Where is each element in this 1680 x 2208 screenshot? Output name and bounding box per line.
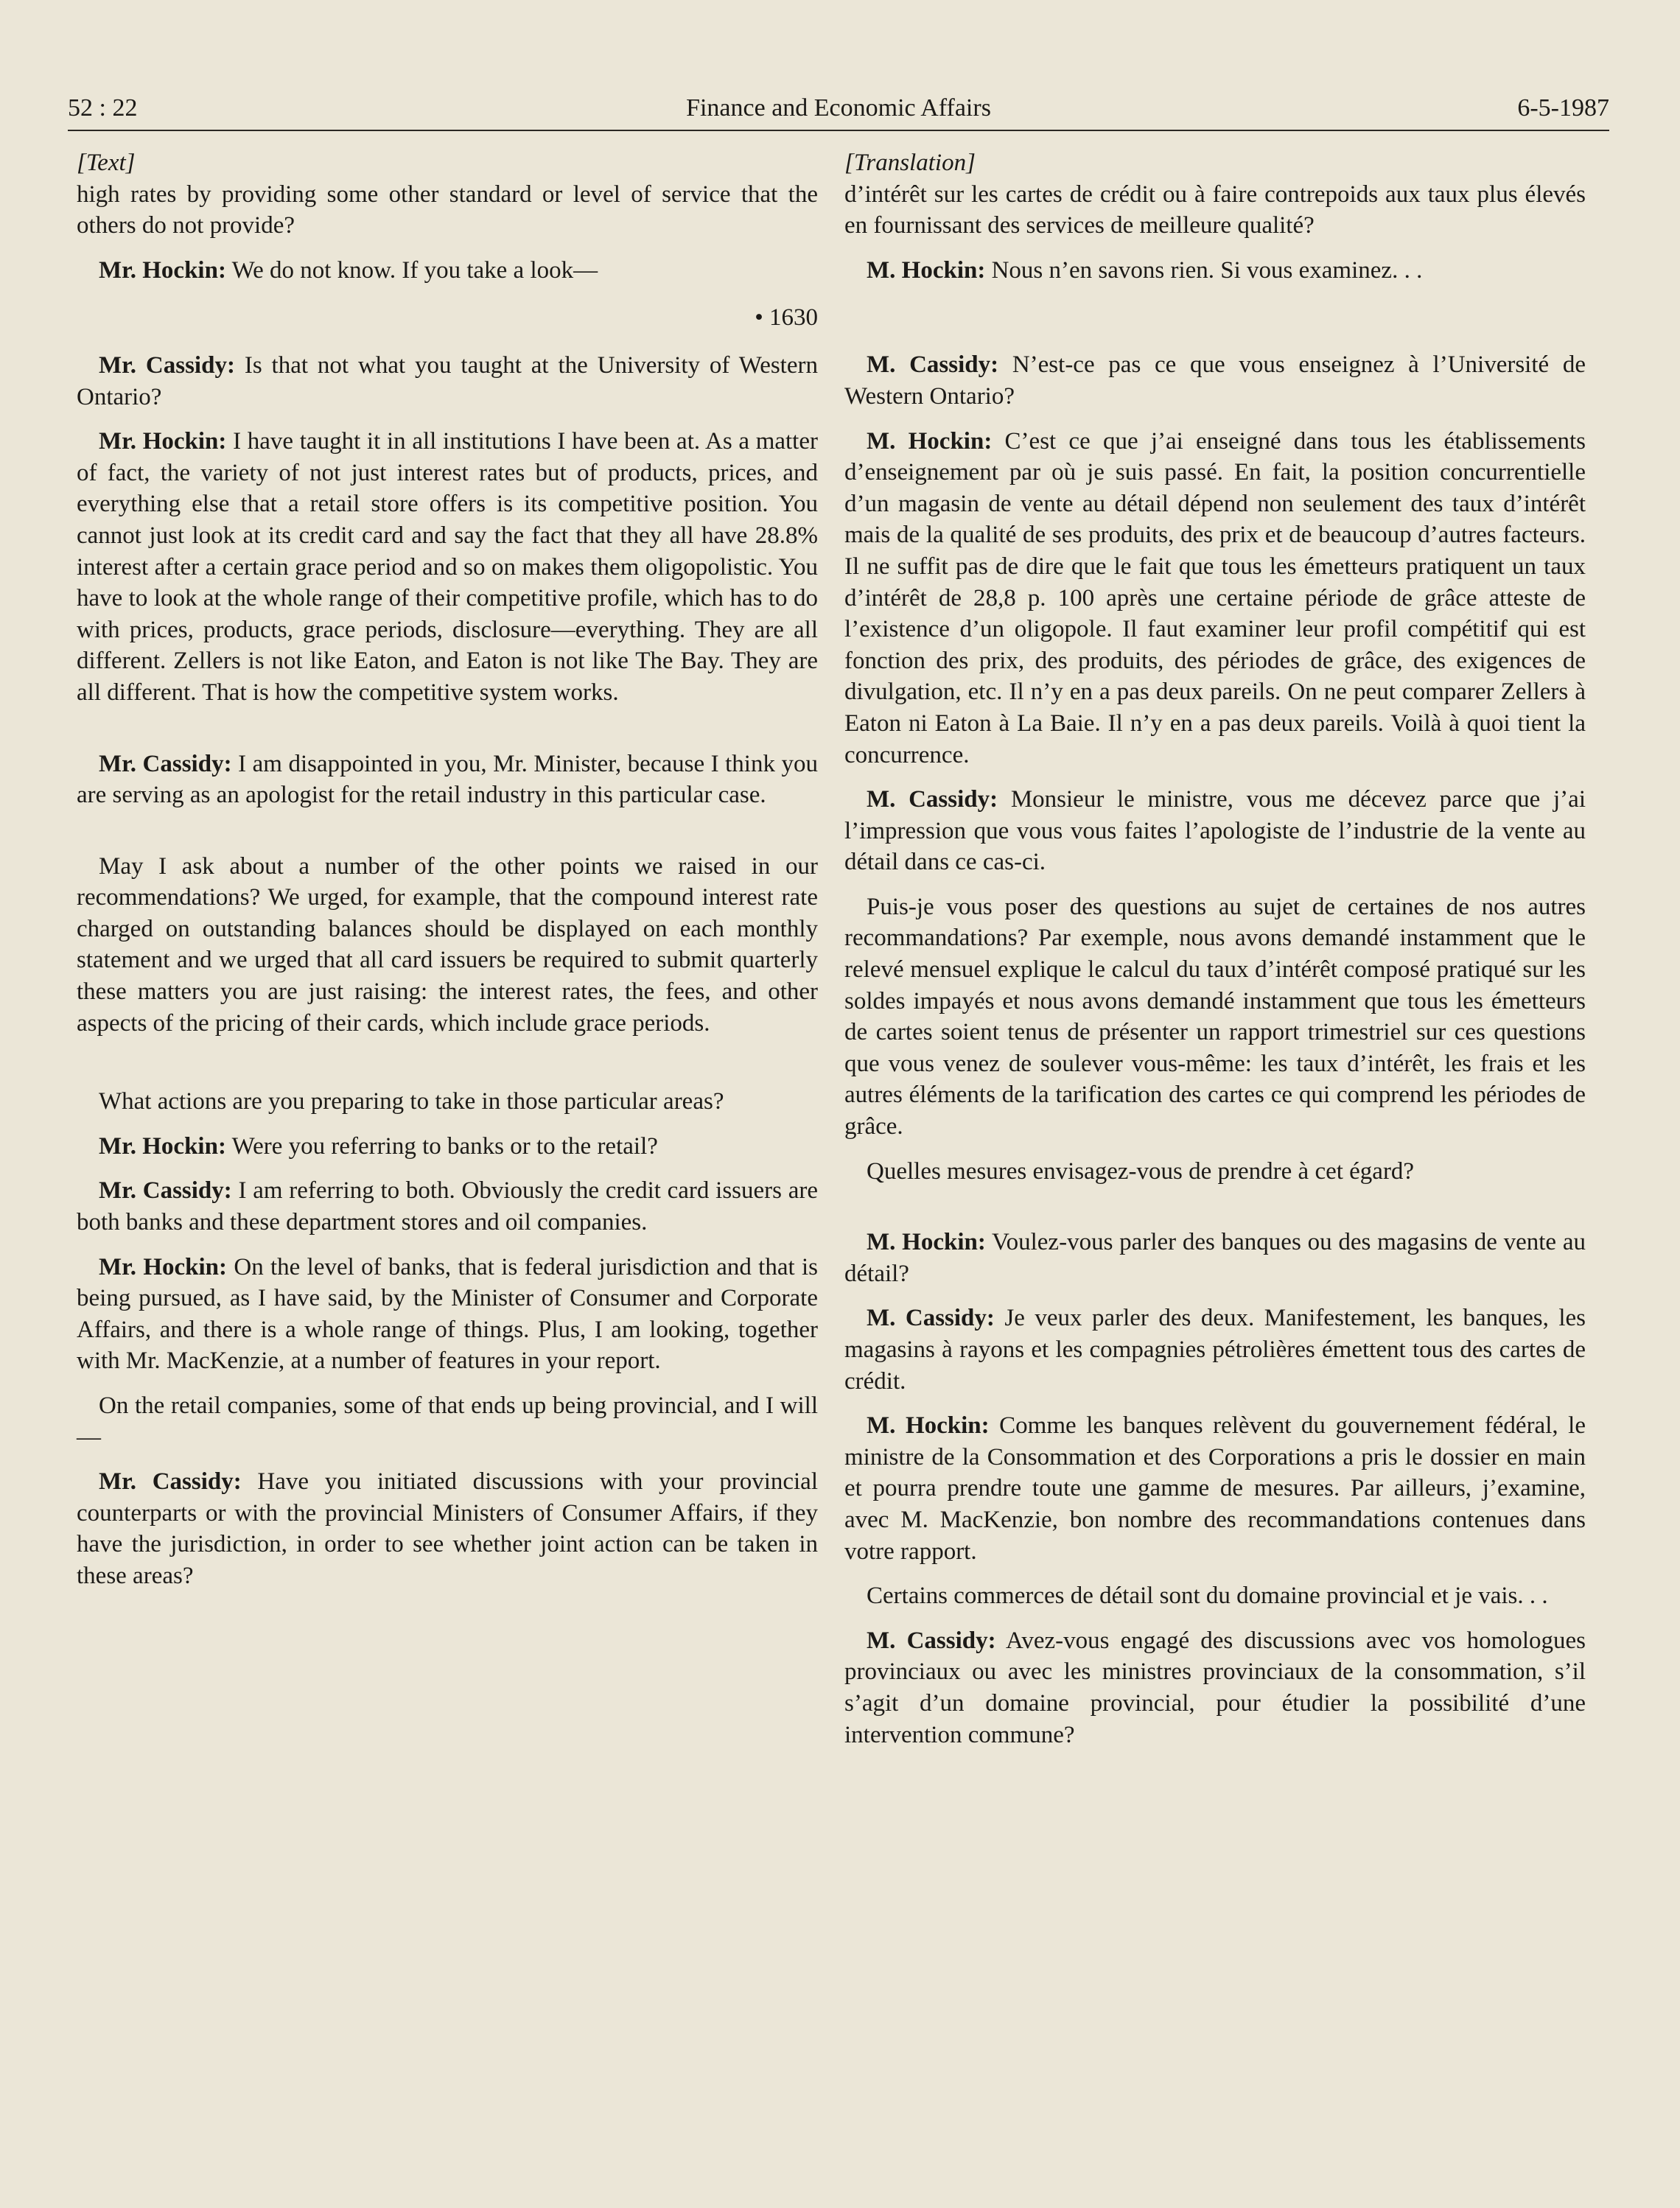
column-label: [Translation] [844, 150, 976, 176]
speaker-name: M. Cassidy: [867, 1305, 995, 1332]
speaker-paragraph [844, 784, 1586, 878]
speech-text: We do not know. If you take a look— [225, 256, 598, 284]
speech-text: Voulez-vous parler des banques ou des magasins de vente au détail? [844, 1229, 1586, 1287]
speaker-paragraph [844, 426, 1586, 771]
speech-text: On the level of banks, that is federal jurisdiction and that is being pursued, as I have said, by the Minister of Consumer and Corporate Affairs, and there is a whole range of things. Plus, I am looking, together with Mr. MacKenzie, at a number of features in your report. [77, 1253, 818, 1375]
speech-text: Is that not what you taught at the University of Western Ontario? [77, 351, 818, 410]
speech-text: I am referring to both. Obviously the credit card issuers are both banks and these department stores and oil companies. [77, 1177, 819, 1236]
page-header [68, 87, 1609, 131]
english-column [77, 147, 818, 1592]
speech-text: C’est ce que j’ai enseigné dans tous les établissements d’enseignement par où je suis passé. En fait, la position concurrentielle d’un magasin de vente au détail dépend non seulement des taux d’intérêt mais de la qualité de ses produits, des prix et de beaucoup d’autres facteurs. Il ne suffit pas de dire que le fait que tous les émetteurs pratiquent un taux d’intérêt de 28,8 p. 100 après une certaine période de grâce atteste de l’existence d’un oligopole. Il faut examiner leur profil compétitif qui est fonction des prix, des produits, des périodes de grâce, des exigences de divulgation, etc. Il n’y en a pas deux pareils. On ne peut comparer Zellers à Eaton ni Eaton à La Baie. Il n’y en a pas deux pareils. Voilà à quoi tient la concurrence. [844, 427, 1586, 768]
speaker-name: M. Hockin: [867, 427, 993, 455]
paragraph: d’intérêt sur les cartes de crédit ou à faire contrepoids aux taux plus élevés en fournissant des services de meilleure qualité? [844, 181, 1586, 239]
speaker-paragraph [77, 1131, 818, 1163]
speech-text: I have taught it in all institutions I have been at. As a matter of fact, the variety of not just interest rates but of products, prices, and everything else that a retail store offers is its competitive position. You cannot just look at its credit card and say the fact that they all have 28.8% interest after a certain grace period and so on makes them oligopolistic. You have to look at the whole range of their competitive profile, which has to do with prices, products, grace periods, disclosure—everything. They are all different. Zellers is not like Eaton, and Eaton is not like The Bay. They are all different. That is how the competitive system works. [77, 428, 818, 706]
speaker-paragraph [844, 1625, 1586, 1750]
header-title: Finance and Economic Affairs [686, 94, 991, 122]
speaker-paragraph [844, 1227, 1586, 1289]
speaker-paragraph [77, 1252, 818, 1377]
speaker-name: Mr. Cassidy: [99, 351, 235, 379]
header-rule [68, 130, 1609, 131]
paragraph: Certains commerces de détail sont du domaine provincial et je vais. . . [867, 1583, 1548, 1610]
speaker-name: M. Hockin: [867, 1412, 990, 1440]
speaker-name: M. Cassidy: [867, 1627, 996, 1654]
speaker-paragraph [844, 1303, 1586, 1397]
speech-text: Comme les banques relèvent du gouvernement fédéral, le ministre de la Consommation et des Corporations a pris le dossier en main et pourra prendre toute une gamme de mesures. Par ailleurs, j’examine, avec M. MacKenzie, bon nombre des recommandations contenues dans votre rapport. [844, 1412, 1586, 1565]
paragraph: What actions are you preparing to take in those particular areas? [99, 1088, 724, 1115]
speaker-paragraph [77, 1466, 818, 1591]
speech-text: Avez-vous engagé des discussions avec vos homologues provinciaux ou avec les ministres provinciaux de la consommation, s’il s’agit d’un domaine provincial, pour étudier la possibilité d’une intervention commune? [844, 1627, 1586, 1748]
paragraph: Quelles mesures envisagez-vous de prendre à cet égard? [867, 1157, 1415, 1185]
speaker-name: Mr. Hockin: [99, 428, 227, 455]
speech-text: I am disappointed in you, Mr. Minister, because I think you are serving as an apologist for the retail industry in this particular case. [77, 750, 819, 809]
speaker-paragraph [77, 749, 818, 811]
column-label: [Text] [77, 150, 136, 176]
paragraph: high rates by providing some other standard or level of service that the others do not provide? [77, 181, 818, 239]
speaker-paragraph [77, 1175, 818, 1238]
speaker-name: M. Cassidy: [867, 786, 998, 813]
paragraph: On the retail companies, some of that ends up being provincial, and I will— [77, 1392, 818, 1451]
speaker-name: Mr. Cassidy: [99, 1177, 232, 1205]
speaker-paragraph [77, 350, 818, 413]
speech-text: Have you initiated discussions with your provincial counterparts or with the provincial Ministers of Consumer Affairs, if they have the jurisdiction, in order to see whether joint action can be taken in these areas? [77, 1468, 818, 1589]
speaker-name: Mr. Hockin: [99, 1132, 226, 1160]
page-number: 52 : 22 [68, 94, 138, 122]
paragraph: May I ask about a number of the other points we raised in our recommendations? We urged, for example, that the compound interest rate charged on outstanding balances should be displayed on each monthly statement and we urged that all card issuers be required to submit quarterly these matters you are just raising: the interest rates, the fees, and other aspects of the pricing of their cards, which include grace periods. [77, 852, 818, 1037]
speaker-name: M. Cassidy: [867, 351, 999, 379]
speaker-name: Mr. Cassidy: [99, 1468, 242, 1496]
time-stamp: • 1630 [755, 304, 818, 332]
speaker-paragraph [844, 1410, 1586, 1567]
speech-text: N’est-ce pas ce que vous enseignez à l’Université de Western Ontario? [844, 351, 1586, 410]
speech-text: Nous n’en savons rien. Si vous examinez. . . [985, 256, 1423, 284]
header-date: 6-5-1987 [1517, 94, 1609, 122]
speaker-name: M. Hockin: [867, 256, 986, 284]
speaker-paragraph [844, 255, 1586, 287]
speaker-name: M. Hockin: [867, 1229, 986, 1256]
speech-text: Je veux parler des deux. Manifestement, les banques, les magasins à rayons et les compagnies pétrolières émettent tous des cartes de crédit. [844, 1305, 1586, 1395]
speaker-paragraph [77, 255, 818, 287]
speech-text: Monsieur le ministre, vous me décevez parce que j’ai l’impression que vous vous faites l’apologiste de l’industrie de la vente au détail dans ce cas-ci. [844, 786, 1586, 876]
paragraph: Puis-je vous poser des questions au sujet de certaines de nos autres recommandations? Par exemple, nous avons demandé instamment que le relevé mensuel explique le calcul du taux d’intérêt composé pratiqué sur les soldes impayés et nous avons demandé instamment que tous les émetteurs de cartes soient tenus de présenter un rapport trimestriel sur ces questions que vous venez de soulever vous-même: les taux d’intérêt, les frais et les autres éléments de la tarification des cartes ce qui comprend les périodes de grâce. [844, 893, 1586, 1140]
speaker-paragraph [844, 349, 1586, 412]
speaker-paragraph [77, 426, 818, 708]
speech-text: Were you referring to banks or to the retail? [225, 1132, 658, 1160]
speaker-name: Mr. Cassidy: [99, 750, 232, 777]
speaker-name: Mr. Hockin: [99, 256, 226, 284]
speaker-name: Mr. Hockin: [99, 1253, 228, 1280]
french-column [844, 147, 1586, 1750]
